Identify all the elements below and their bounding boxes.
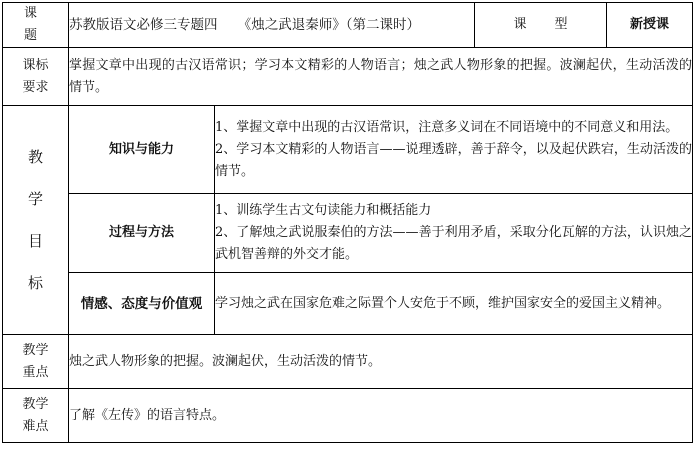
- objective-name-process: 过程与方法: [69, 194, 215, 273]
- objective-item: 学习烛之武在国家危难之际置个人安危于不顾，维护国家安全的爱国主义精神。: [215, 295, 671, 311]
- objective-name-knowledge: 知识与能力: [69, 106, 215, 194]
- objective-item: 1、掌握文章中出现的古汉语常识，注意多义词在不同语境中的不同意义和用法。: [215, 119, 679, 135]
- key-point-label-line-2: 重点: [22, 364, 49, 380]
- difficulty-label-line-2: 难点: [22, 418, 49, 434]
- difficulty-text: 了解《左传》的语言特点。: [69, 389, 693, 443]
- type-label-char-2: 型: [554, 17, 568, 32]
- objective-row-knowledge: [3, 106, 693, 194]
- objective-row-emotion: [3, 273, 693, 335]
- difficulty-row: [3, 389, 693, 443]
- objective-item: 2、了解烛之武说服秦伯的方法——善于利用矛盾，采取分化瓦解的方法，认识烛之武机智善辩的外交才能。: [215, 225, 692, 262]
- difficulty-label: [3, 389, 69, 443]
- objective-item: 2、学习本文精彩的人物语言——说理透辟，善于辞令，以及起伏跌宕，生动活泼的情节。: [215, 141, 692, 179]
- standard-row: [3, 48, 693, 106]
- key-point-label: [3, 335, 69, 389]
- objectives-label-char-1: 教: [27, 148, 43, 166]
- type-value: 新授课: [607, 3, 693, 48]
- standard-label-line-2: 要求: [22, 79, 49, 95]
- standard-label: [3, 48, 69, 106]
- header-row: [3, 3, 693, 48]
- objectives-label-char-4: 标: [27, 274, 43, 292]
- objective-name-emotion: 情感、态度与价值观: [69, 273, 215, 335]
- objective-text-process: [215, 194, 693, 273]
- key-point-text: 烛之武人物形象的把握。波澜起伏，生动活泼的情节。: [69, 335, 693, 389]
- objective-text-knowledge: [215, 106, 693, 194]
- objectives-label-char-2: 学: [27, 190, 43, 208]
- objective-text-emotion: [215, 273, 693, 335]
- topic-value: 苏教版语文必修三专题四 《烛之武退秦师》（第二课时）: [69, 3, 475, 48]
- standard-text: 掌握文章中出现的古汉语常识；学习本文精彩的人物语言；烛之武人物形象的把握。波澜起伏，生动活泼的情节。: [69, 48, 693, 106]
- type-label-char-1: 课: [513, 17, 527, 32]
- objective-row-process: [3, 194, 693, 273]
- standard-label-line-1: 课标: [22, 57, 49, 73]
- objectives-label: [3, 106, 69, 335]
- objective-item: 1、训练学生古文句读能力和概括能力: [215, 203, 432, 218]
- key-point-label-line-1: 教学: [22, 342, 49, 358]
- lesson-plan-table: [2, 2, 693, 443]
- type-label: [475, 3, 607, 48]
- topic-label: 课 题: [3, 3, 69, 48]
- difficulty-label-line-1: 教学: [22, 396, 49, 412]
- objectives-label-char-3: 目: [27, 232, 43, 250]
- key-point-row: [3, 335, 693, 389]
